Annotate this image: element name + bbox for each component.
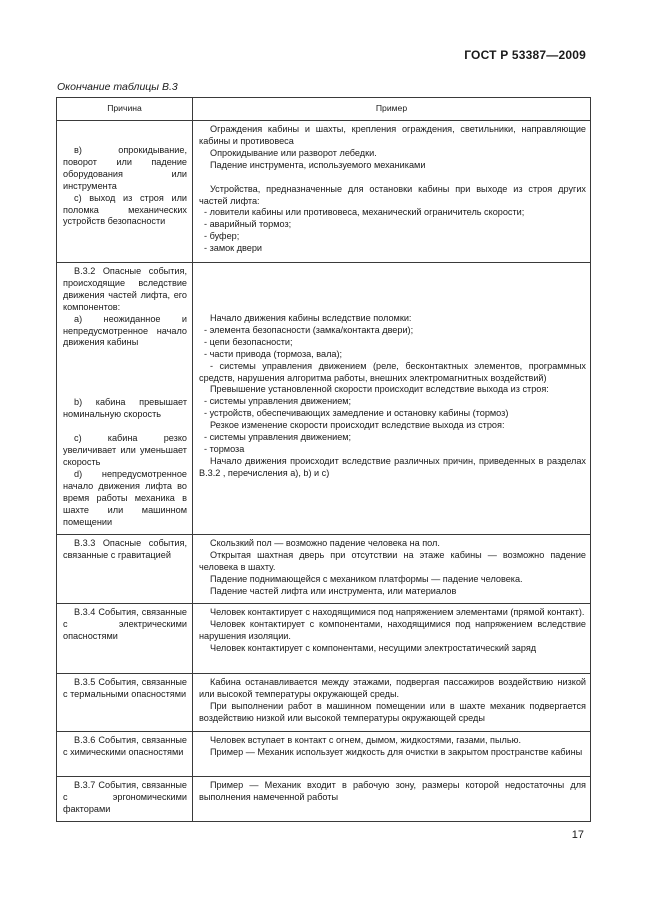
example-text: Ограждения кабины и шахты, крепления ограждения, светильники, направляющие кабины и противовеса bbox=[199, 124, 586, 146]
cause-text: с) кабина резко увеличивает или уменьшает скорость bbox=[63, 433, 187, 467]
example-text: Начало движения кабины вследствие поломки: bbox=[210, 313, 412, 323]
example-text: Открытая шахтная дверь при отсутствии на этаже кабины — возможно падение человека в шахту. bbox=[199, 549, 586, 572]
cause-text: в) опрокидывание, поворот или падение оборудования или инструмента bbox=[63, 145, 187, 191]
example-list-item: - буфер; bbox=[204, 231, 240, 242]
cause-cell bbox=[57, 535, 193, 604]
example-list-item: - аварийный тормоз; bbox=[204, 219, 292, 230]
example-text: Человек контактирует с компонентами, несущими электростатический заряд bbox=[210, 642, 537, 653]
cause-text: b) кабина превышает номинальную скорость bbox=[63, 397, 187, 420]
example-cell bbox=[193, 604, 591, 674]
cause-text: В.3.5 События, связанные с термальными опасностями bbox=[63, 677, 187, 699]
example-list-item: - цепи безопасности; bbox=[204, 336, 293, 347]
example-cell bbox=[193, 732, 591, 777]
cause-text: В.3.4 События, связанные с электрическими опасностями bbox=[63, 607, 187, 641]
example-cell bbox=[193, 535, 591, 604]
example-list-item: - системы управления движением; bbox=[204, 432, 352, 443]
example-text: Человек вступает в контакт с огнем, дымом, жидкостями, газами, пылью. bbox=[210, 735, 522, 745]
cause-cell bbox=[57, 777, 193, 822]
example-text: Начало движения происходит вследствие различных причин, приведенных в разделах В.3.2 , перечисления а), b) и с) bbox=[199, 455, 586, 478]
example-list-item: - устройств, обеспечивающих замедление и остановку кабины (тормоз) bbox=[204, 408, 509, 419]
table-row bbox=[57, 604, 591, 674]
page-number: 17 bbox=[571, 829, 584, 841]
cause-text: В.3.7 События, связанные с эргономическими факторами bbox=[63, 780, 187, 814]
table-caption: Окончание таблицы В.3 bbox=[57, 81, 178, 93]
table-row bbox=[57, 121, 591, 263]
cause-text: В.3.2 Опасные события, происходящие вследствие движения частей лифта, его компонентов: bbox=[63, 266, 187, 312]
example-cell bbox=[193, 263, 591, 535]
cause-text: d) непредусмотренное начало движения лифта во время работы механика в шахте или машинном помещении bbox=[63, 468, 187, 527]
table-row bbox=[57, 263, 591, 535]
example-list-item: - части привода (тормоза, вала); bbox=[204, 348, 343, 359]
cause-cell bbox=[57, 263, 193, 535]
example-text: Превышение установленной скорости происходит вследствие выхода из строя: bbox=[210, 384, 549, 395]
cause-cell bbox=[57, 674, 193, 732]
column-header-cause: Причина bbox=[57, 98, 193, 121]
example-list-item: - элемента безопасности (замка/контакта двери); bbox=[204, 324, 414, 335]
example-cell bbox=[193, 121, 591, 263]
cause-cell bbox=[57, 121, 193, 263]
example-cell bbox=[193, 674, 591, 732]
example-list-item: - тормоза bbox=[204, 443, 245, 454]
example-text: Падение поднимающейся с механиком платформы — падение человека. bbox=[210, 573, 523, 584]
table-row bbox=[57, 777, 591, 822]
example-text: Резкое изменение скорости происходит вследствие выхода из строя: bbox=[210, 420, 505, 431]
example-text: Человек контактирует с находящимися под напряжением элементами (прямой контакт). bbox=[210, 607, 585, 617]
example-text: Скользкий пол — возможно падение человека на пол. bbox=[210, 538, 440, 548]
hazard-events-table bbox=[56, 97, 591, 822]
example-text: Человек контактирует с компонентами, находящимися под напряжением вследствие нарушения изоляции. bbox=[199, 618, 586, 641]
example-text: Устройства, предназначенные для остановки кабины при выходе из строя других частей лифта: bbox=[199, 183, 586, 206]
example-text: Опрокидывание или разворот лебедки. bbox=[210, 147, 377, 158]
table-header-row bbox=[57, 98, 591, 121]
cause-text: с) выход из строя или поломка механических устройств безопасности bbox=[63, 192, 187, 227]
table-row bbox=[57, 674, 591, 732]
example-list-item: - замок двери bbox=[204, 243, 263, 254]
example-text: Пример — Механик входит в рабочую зону, размеры которой недостаточны для выполнения намеченной работы bbox=[199, 780, 586, 802]
example-list-item: - системы управления движением; bbox=[204, 396, 352, 407]
example-text: Падение инструмента, используемого механиками bbox=[210, 159, 426, 170]
example-text: Падение частей лифта или инструмента, или материалов bbox=[210, 585, 457, 596]
table-row bbox=[57, 535, 591, 604]
example-cell bbox=[193, 777, 591, 822]
example-list-item: - ловители кабины или противовеса, механический ограничитель скорости; bbox=[204, 207, 525, 218]
column-header-example: Пример bbox=[193, 98, 591, 121]
cause-text: В.3.6 События, связанные с химическими опасностями bbox=[63, 735, 187, 757]
cause-text: В.3.3 Опасные события, связанные с гравитацией bbox=[63, 538, 187, 560]
cause-text: а) неожиданное и непредусмотренное начало движения кабины bbox=[63, 313, 187, 348]
cause-cell bbox=[57, 732, 193, 777]
cause-cell bbox=[57, 604, 193, 674]
example-text: Кабина останавливается между этажами, подвергая пассажиров воздействию низкой или высокой температуры окружающей среды. bbox=[199, 677, 586, 699]
table-row bbox=[57, 732, 591, 777]
example-text: Пример — Механик использует жидкость для очистки в закрытом пространстве кабины bbox=[210, 746, 583, 757]
standard-code: ГОСТ Р 53387—2009 bbox=[464, 48, 586, 62]
example-list-item: - системы управления движением (реле, бесконтактных элементов, программных средств, нарушения алгоритма работы, внешних электромагнитных воздействий) bbox=[199, 360, 586, 383]
example-text: При выполнении работ в машинном помещении или в шахте механик подвергается воздействию низкой или высокой температуры окружающей среды bbox=[199, 700, 586, 723]
